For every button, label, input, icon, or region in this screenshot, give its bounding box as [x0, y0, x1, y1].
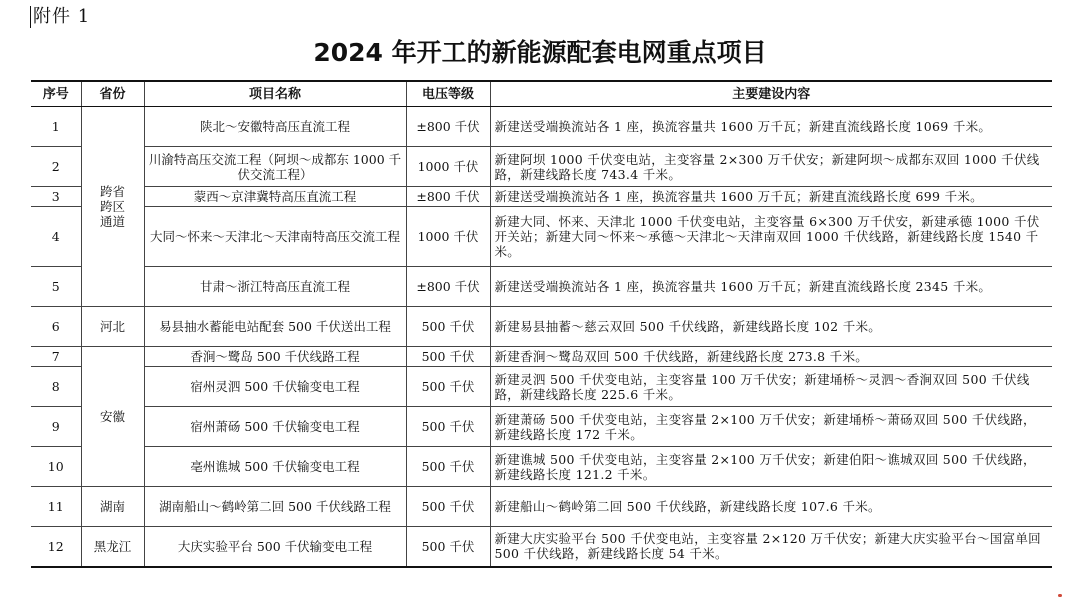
content: 新建大庆实验平台 500 千伏变电站，主变容量 2×120 万千伏安；新建大庆实验平台～国富单回 500 千伏线路，新建线路长度 54 千米。 [490, 527, 1052, 567]
row-no: 3 [31, 187, 81, 207]
voltage: 1000 千伏 [406, 147, 490, 187]
table-row [31, 107, 1052, 147]
header-province: 省份 [81, 81, 144, 107]
voltage: 500 千伏 [406, 447, 490, 487]
project-name: 香涧～鹭岛 500 千伏线路工程 [144, 347, 406, 367]
voltage: 500 千伏 [406, 347, 490, 367]
row-no: 6 [31, 307, 81, 347]
attachment-label: 附件 1 [30, 6, 90, 28]
content: 新建易县抽蓄～慈云双回 500 千伏线路，新建线路长度 102 千米。 [490, 307, 1052, 347]
table-row [31, 347, 1052, 367]
projects-table [31, 80, 1052, 568]
voltage: 500 千伏 [406, 407, 490, 447]
row-no: 11 [31, 487, 81, 527]
province-cell: 安徽 [81, 347, 144, 487]
province-line: 跨区 [99, 199, 125, 214]
project-name: 亳州谯城 500 千伏输变电工程 [144, 447, 406, 487]
province-line: 跨省 [99, 184, 125, 199]
row-no: 5 [31, 267, 81, 307]
province-cell [81, 107, 144, 307]
header-voltage: 电压等级 [406, 81, 490, 107]
voltage: 500 千伏 [406, 307, 490, 347]
project-name: 甘肃～浙江特高压直流工程 [144, 267, 406, 307]
header-content: 主要建设内容 [490, 81, 1052, 107]
project-name: 陕北～安徽特高压直流工程 [144, 107, 406, 147]
content: 新建送受端换流站各 1 座，换流容量共 1600 万千瓦；新建直流线路长度 2345 千米。 [490, 267, 1052, 307]
table-row [31, 487, 1052, 527]
table-row [31, 187, 1052, 207]
province-cell: 湖南 [81, 487, 144, 527]
project-name: 易县抽水蓄能电站配套 500 千伏送出工程 [144, 307, 406, 347]
project-name: 蒙西～京津冀特高压直流工程 [144, 187, 406, 207]
row-no: 7 [31, 347, 81, 367]
table-row [31, 367, 1052, 407]
project-name: 宿州萧砀 500 千伏输变电工程 [144, 407, 406, 447]
table-row [31, 527, 1052, 567]
voltage: 500 千伏 [406, 527, 490, 567]
content: 新建大同、怀来、天津北 1000 千伏变电站，主变容量 6×300 万千伏安，新建承德 1000 千伏开关站；新建大同～怀来～承德～天津北～天津南双回 1000 千伏线路，新建线路长度 1540 千米。 [490, 207, 1052, 267]
content: 新建香涧～鹭岛双回 500 千伏线路，新建线路长度 273.8 千米。 [490, 347, 1052, 367]
voltage: 1000 千伏 [406, 207, 490, 267]
page-title: 2024 年开工的新能源配套电网重点项目 [313, 38, 767, 67]
table-row [31, 267, 1052, 307]
row-no: 1 [31, 107, 81, 147]
project-name: 湖南船山～鹤岭第二回 500 千伏线路工程 [144, 487, 406, 527]
voltage: ±800 千伏 [406, 107, 490, 147]
content: 新建谯城 500 千伏变电站，主变容量 2×100 万千伏安；新建伯阳～谯城双回 500 千伏线路，新建线路长度 121.2 千米。 [490, 447, 1052, 487]
project-name: 大庆实验平台 500 千伏输变电工程 [144, 527, 406, 567]
voltage: ±800 千伏 [406, 187, 490, 207]
table-row [31, 407, 1052, 447]
table-row [31, 207, 1052, 267]
project-name: 川渝特高压交流工程（阿坝～成都东 1000 千伏交流工程） [144, 147, 406, 187]
content: 新建送受端换流站各 1 座，换流容量共 1600 万千瓦；新建直流线路长度 1069 千米。 [490, 107, 1052, 147]
header-no: 序号 [31, 81, 81, 107]
content: 新建灵泗 500 千伏变电站，主变容量 100 万千伏安；新建埇桥～灵泗～香涧双回 500 千伏线路，新建线路长度 225.6 千米。 [490, 367, 1052, 407]
project-name: 大同～怀来～天津北～天津南特高压交流工程 [144, 207, 406, 267]
content: 新建萧砀 500 千伏变电站，主变容量 2×100 万千伏安；新建埇桥～萧砀双回 500 千伏线路，新建线路长度 172 千米。 [490, 407, 1052, 447]
row-no: 10 [31, 447, 81, 487]
province-cell: 黑龙江 [81, 527, 144, 567]
content: 新建送受端换流站各 1 座，换流容量共 1600 万千瓦；新建直流线路长度 699 千米。 [490, 187, 1052, 207]
table-row [31, 147, 1052, 187]
table-header-row [31, 81, 1052, 107]
content: 新建阿坝 1000 千伏变电站，主变容量 2×300 万千伏安；新建阿坝～成都东双回 1000 千伏线路，新建线路长度 743.4 千米。 [490, 147, 1052, 187]
province-line: 通道 [99, 214, 125, 229]
voltage: 500 千伏 [406, 367, 490, 407]
header-name: 项目名称 [144, 81, 406, 107]
content: 新建船山～鹤岭第二回 500 千伏线路，新建线路长度 107.6 千米。 [490, 487, 1052, 527]
table-row [31, 307, 1052, 347]
province-cell: 河北 [81, 307, 144, 347]
voltage: ±800 千伏 [406, 267, 490, 307]
voltage: 500 千伏 [406, 487, 490, 527]
table-row [31, 447, 1052, 487]
row-no: 9 [31, 407, 81, 447]
row-no: 2 [31, 147, 81, 187]
row-no: 12 [31, 527, 81, 567]
row-no: 8 [31, 367, 81, 407]
row-no: 4 [31, 207, 81, 267]
project-name: 宿州灵泗 500 千伏输变电工程 [144, 367, 406, 407]
corner-mark [1058, 594, 1062, 597]
